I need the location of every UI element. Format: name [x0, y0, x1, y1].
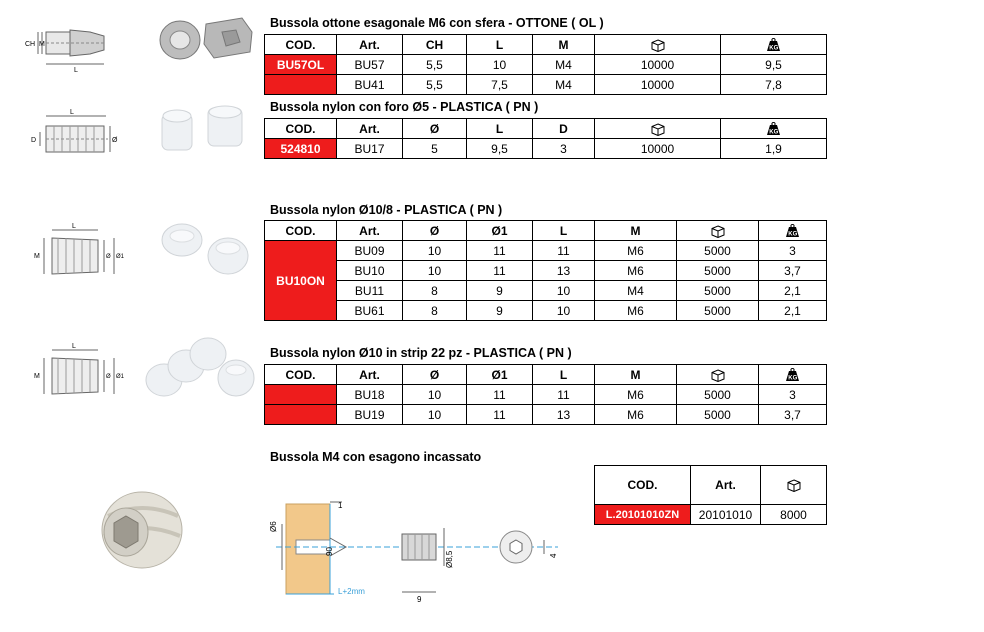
drawing-nylon-strip-insert	[28, 340, 128, 402]
table-header-row	[265, 365, 827, 385]
label-dia: Ø	[106, 254, 111, 260]
kg-weight-icon	[785, 224, 800, 238]
cell-ch: 5,5	[403, 55, 467, 75]
col-m: M	[595, 365, 677, 385]
section-title-m4-hex: Bussola M4 con esagono incassato	[270, 450, 482, 464]
label-m: M	[34, 253, 40, 260]
table-row	[265, 75, 827, 95]
col-art: Art.	[337, 119, 403, 139]
drawing-m4-hex-technical	[268, 496, 568, 606]
table-nylon-strip	[264, 364, 827, 425]
cell-dia1: 11	[467, 261, 533, 281]
table-brass	[264, 34, 827, 95]
drawing-nylon-hole-insert	[24, 104, 124, 164]
package-box-icon	[651, 123, 665, 136]
cell-dia: 8	[403, 281, 467, 301]
drawing-brass-insert	[24, 22, 124, 74]
table-nylon-hole	[264, 118, 827, 159]
photo-nylon-hole-inserts	[156, 102, 256, 156]
label-dia: Ø	[112, 137, 118, 144]
col-art: Art.	[337, 221, 403, 241]
cell-pack: 5000	[677, 405, 759, 425]
label-l: L	[74, 67, 78, 74]
cell-dia1: 9	[467, 281, 533, 301]
label-m: M	[39, 41, 45, 48]
cell-m: M6	[595, 261, 677, 281]
cell-cod	[265, 75, 337, 95]
cell-kg: 3,7	[759, 405, 827, 425]
table-row	[265, 139, 827, 159]
cell-art: BU17	[337, 139, 403, 159]
cell-m: M4	[533, 55, 595, 75]
cell-m: M4	[595, 281, 677, 301]
cell-art: BU19	[337, 405, 403, 425]
col-art: Art.	[691, 466, 761, 505]
label-dia: Ø	[106, 374, 111, 380]
cell-dia: 10	[403, 261, 467, 281]
col-l: L	[467, 35, 533, 55]
kg-weight-icon	[766, 122, 781, 136]
cell-m: M6	[595, 405, 677, 425]
cell-l: 13	[533, 405, 595, 425]
cell-l: 10	[533, 301, 595, 321]
col-kg	[721, 119, 827, 139]
cell-pack: 10000	[595, 139, 721, 159]
cell-dia: 5	[403, 139, 467, 159]
col-kg	[759, 221, 827, 241]
cell-dia1: 11	[467, 241, 533, 261]
col-d: D	[533, 119, 595, 139]
table-row	[265, 405, 827, 425]
table-header-row	[595, 466, 827, 505]
cell-art: BU57	[337, 55, 403, 75]
col-dia1: Ø1	[467, 221, 533, 241]
label-l2: L+2mm	[338, 587, 365, 596]
cell-kg: 3,7	[759, 261, 827, 281]
label-four: 4	[549, 553, 558, 558]
label-d6: Ø6	[269, 521, 278, 532]
cell-dia1: 9	[467, 301, 533, 321]
col-l: L	[533, 365, 595, 385]
cell-kg: 3	[759, 241, 827, 261]
col-art: Art.	[337, 365, 403, 385]
cell-dia1: 11	[467, 405, 533, 425]
col-pack	[677, 221, 759, 241]
cell-cod	[265, 385, 337, 405]
cell-art: BU09	[337, 241, 403, 261]
col-l: L	[467, 119, 533, 139]
cell-art: BU18	[337, 385, 403, 405]
table-row	[265, 385, 827, 405]
table-header-row	[265, 221, 827, 241]
package-box-icon	[711, 225, 725, 238]
cell-kg: 1,9	[721, 139, 827, 159]
cell-art: BU10	[337, 261, 403, 281]
table-row	[265, 55, 827, 75]
label-one: 1	[338, 501, 343, 510]
package-box-icon	[711, 369, 725, 382]
cell-m: M6	[595, 241, 677, 261]
label-dia1: Ø1	[116, 254, 125, 260]
drawing-nylon-10-8-insert	[28, 220, 128, 282]
photo-nylon-strip-inserts	[140, 332, 260, 406]
cell-pack: 8000	[761, 505, 827, 525]
cell-kg: 2,1	[759, 281, 827, 301]
col-art: Art.	[337, 35, 403, 55]
table-row	[265, 241, 827, 261]
section-title-nylon-hole: Bussola nylon con foro Ø5 - PLASTICA ( PN )	[270, 100, 539, 114]
cell-pack: 10000	[595, 75, 721, 95]
cell-pack: 5000	[677, 301, 759, 321]
cell-ch: 5,5	[403, 75, 467, 95]
cell-pack: 5000	[677, 241, 759, 261]
col-cod: COD.	[595, 466, 691, 505]
col-cod: COD.	[265, 221, 337, 241]
label-dia1: Ø1	[116, 374, 125, 380]
section-title-brass: Bussola ottone esagonale M6 con sfera - OTTONE ( OL )	[270, 16, 604, 30]
cell-art: BU41	[337, 75, 403, 95]
col-pack	[595, 35, 721, 55]
col-dia: Ø	[403, 119, 467, 139]
cell-pack: 5000	[677, 385, 759, 405]
col-pack	[595, 119, 721, 139]
table-row	[265, 281, 827, 301]
cell-m: M6	[595, 385, 677, 405]
table-row	[595, 505, 827, 525]
cell-l: 7,5	[467, 75, 533, 95]
cell-cod-merged: BU10ON	[265, 241, 337, 321]
cell-art: BU11	[337, 281, 403, 301]
label-ch: CH	[25, 41, 36, 48]
table-header-row	[265, 119, 827, 139]
col-cod: COD.	[265, 365, 337, 385]
section-title-nylon-strip: Bussola nylon Ø10 in strip 22 pz - PLASTICA ( PN )	[270, 346, 572, 360]
cell-kg: 7,8	[721, 75, 827, 95]
cell-l: 11	[533, 385, 595, 405]
label-l: L	[70, 109, 74, 116]
col-dia: Ø	[403, 221, 467, 241]
col-kg	[759, 365, 827, 385]
cell-m: M6	[595, 301, 677, 321]
photo-brass-inserts	[156, 14, 256, 62]
col-dia: Ø	[403, 365, 467, 385]
cell-kg: 2,1	[759, 301, 827, 321]
col-pack	[761, 466, 827, 505]
cell-art: BU61	[337, 301, 403, 321]
cell-kg: 3	[759, 385, 827, 405]
cell-d: 3	[533, 139, 595, 159]
cell-l: 10	[533, 281, 595, 301]
svg-text:KG: KG	[769, 45, 779, 52]
cell-art: 20101010	[691, 505, 761, 525]
cell-pack: 5000	[677, 281, 759, 301]
svg-text:KG: KG	[788, 231, 798, 238]
table-header-row	[265, 35, 827, 55]
col-pack	[677, 365, 759, 385]
cell-cod: BU57OL	[265, 55, 337, 75]
cell-dia: 8	[403, 301, 467, 321]
cell-m: M4	[533, 75, 595, 95]
table-m4-hex	[594, 465, 827, 525]
label-l: L	[72, 343, 76, 350]
package-box-icon	[787, 479, 801, 492]
col-cod: COD.	[265, 35, 337, 55]
label-angle: 90	[325, 547, 334, 556]
kg-weight-icon	[785, 368, 800, 382]
cell-l: 9,5	[467, 139, 533, 159]
cell-l: 10	[467, 55, 533, 75]
cell-cod: L.20101010ZN	[595, 505, 691, 525]
svg-text:KG: KG	[788, 375, 798, 382]
kg-weight-icon	[766, 38, 781, 52]
cell-kg: 9,5	[721, 55, 827, 75]
cell-cod	[265, 405, 337, 425]
table-nylon-10-8	[264, 220, 827, 321]
cell-dia: 10	[403, 385, 467, 405]
photo-nylon-10-8-inserts	[156, 218, 256, 278]
section-title-nylon-10-8: Bussola nylon Ø10/8 - PLASTICA ( PN )	[270, 203, 503, 217]
label-d: D	[31, 137, 37, 144]
photo-m4-hex-insert	[88, 486, 188, 572]
col-l: L	[533, 221, 595, 241]
col-cod: COD.	[265, 119, 337, 139]
label-m: M	[34, 373, 40, 380]
svg-text:KG: KG	[769, 129, 779, 136]
cell-pack: 5000	[677, 261, 759, 281]
package-box-icon	[651, 39, 665, 52]
label-d85: Ø8,5	[445, 550, 454, 568]
label-nine: 9	[417, 595, 422, 604]
cell-pack: 10000	[595, 55, 721, 75]
table-row	[265, 301, 827, 321]
col-m: M	[595, 221, 677, 241]
cell-cod: 524810	[265, 139, 337, 159]
cell-dia: 10	[403, 405, 467, 425]
cell-l: 11	[533, 241, 595, 261]
cell-dia: 10	[403, 241, 467, 261]
label-l: L	[72, 223, 76, 230]
col-dia1: Ø1	[467, 365, 533, 385]
cell-l: 13	[533, 261, 595, 281]
cell-dia1: 11	[467, 385, 533, 405]
col-kg	[721, 35, 827, 55]
col-ch: CH	[403, 35, 467, 55]
col-m: M	[533, 35, 595, 55]
table-row	[265, 261, 827, 281]
